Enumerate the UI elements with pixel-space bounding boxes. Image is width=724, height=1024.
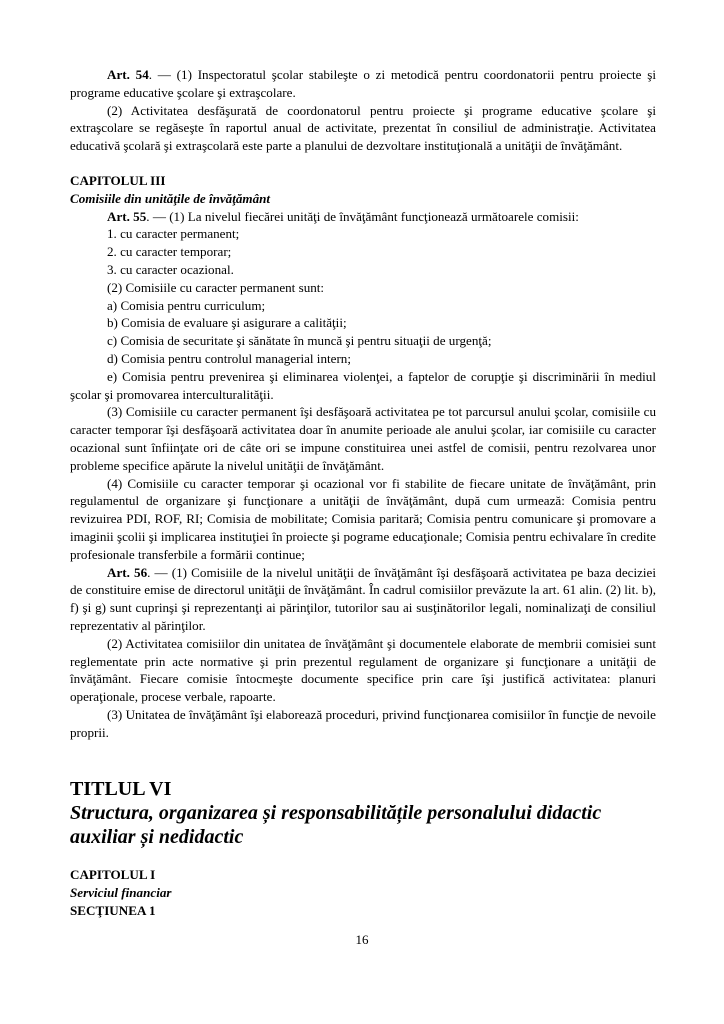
list-item: 1. cu caracter permanent; <box>107 226 240 242</box>
list-item: a) Comisia pentru curriculum; <box>107 297 266 313</box>
chapter-subtitle: Comisiile din unităţile de învăţământ <box>70 190 271 206</box>
list-item: e) Comisia pentru prevenirea şi eliminarea violenţei, a faptelor de corupţie şi discriminării în mediul şcolar şi promovarea interculturalităţii. <box>70 368 656 402</box>
document-page <box>70 66 656 920</box>
art54-paragraph-2: (2) Activitatea desfăşurată de coordonatorul pentru proiecte şi programe educative şcolare şi extraşcolare se regăseşte în raportul anual de activitate, prezentat în consiliul de administraţie. Activitatea educativă şcolară şi extraşcolară este parte a planului de dezvoltare instituţională a unităţii de învăţământ. <box>70 102 656 154</box>
title-subtitle: Structura, organizarea și responsabilitățile personalului didactic auxiliar și nedidactic <box>70 802 602 849</box>
art54-paragraph-1 <box>70 66 656 102</box>
list-item: c) Comisia de securitate şi sănătate în muncă şi pentru situaţii de urgenţă; <box>107 333 492 349</box>
art56-paragraph-1 <box>70 564 656 635</box>
list-item: d) Comisia pentru controlul managerial intern; <box>107 350 351 366</box>
article-label: Art. 55 <box>107 208 147 224</box>
chapter-heading: CAPITOLUL III <box>70 172 166 188</box>
chapter-subtitle: Serviciul financiar <box>70 885 172 901</box>
list-item: 2. cu caracter temporar; <box>107 244 232 260</box>
art55-paragraph-1 <box>70 208 656 226</box>
chapter-heading: CAPITOLUL I <box>70 867 156 883</box>
section-heading: SECŢIUNEA 1 <box>70 903 156 919</box>
list-item: b) Comisia de evaluare şi asigurare a calităţii; <box>107 315 347 331</box>
list-item: 3. cu caracter ocazional. <box>107 261 234 277</box>
article-label: Art. 56 <box>107 564 148 580</box>
art55-paragraph-2: (2) Comisiile cu caracter permanent sunt: <box>107 279 325 295</box>
article-text: . — (1) La nivelul fiecărei unităţi de învăţământ funcţionează următoarele comisii: <box>146 208 579 224</box>
title-heading: TITLUL VI <box>70 778 172 801</box>
art56-paragraph-3: (3) Unitatea de învăţământ îşi elaborează proceduri, privind funcţionarea comisiilor în funcţie de nevoile proprii. <box>70 706 656 740</box>
article-text: . — (1) Comisiile de la nivelul unităţii de învăţământ îşi desfăşoară activitatea pe baza deciziei de constituire emise de directorul unităţii de învăţământ. În cadrul comisiilor prevăzute la art. 61 alin. (2) lit. b), f) şi g) sunt cuprinşi şi reprezentanţi ai părinţilor, tutorilor sau ai susţinătorilor legali, nominalizaţi de consiliul reprezentativ al părinţilor. <box>70 564 656 633</box>
page-number: 16 <box>355 932 369 947</box>
article-text: . — (1) Inspectoratul şcolar stabileşte o zi metodică pentru coordonatorii pentru proiecte şi programe educative şcolare şi extraşcolare. <box>70 67 656 100</box>
article-label: Art. 54 <box>107 67 149 82</box>
art55-paragraph-4: (4) Comisiile cu caracter temporar şi ocazional vor fi stabilite de fiecare unitate de învăţământ, prin regulamentul de organizare şi funcţionare a unităţii de învăţământ, după cum urmează: Comisia pentru revizuirea PDI, ROF, RI; Comisia de mobilitate; Comisia paritară; Comisia pentru comunicare şi promovare a imaginii şcolii şi implicarea instituţiei în proiecte şi pograme educaţionale; Comisia pentru echivalare în credite profesionale transferbile a formării continue; <box>70 475 656 562</box>
art56-paragraph-2: (2) Activitatea comisiilor din unitatea de învăţământ şi documentele elaborate de membrii comisiei sunt reglementate prin acte normative şi prin prezentul regulament de organizare şi funcţionare a unităţii de învăţământ. Fiecare comisie întocmeşte documente specifice prin care îşi justifică activitatea: planuri operaţionale, procese verbale, rapoarte. <box>70 635 656 705</box>
art55-paragraph-3: (3) Comisiile cu caracter permanent îşi desfăşoară activitatea pe tot parcursul anului şcolar, comisiile cu caracter temporar îşi desfăşoară activitatea doar în anumite perioade ale anului şcolar, iar comisiile cu caracter ocazional sunt înfiinţate ori de câte ori se impune constituirea unei astfel de comisii, pentru rezolvarea unor probleme specifice apărute la nivelul unităţii de învăţământ. <box>70 404 656 473</box>
